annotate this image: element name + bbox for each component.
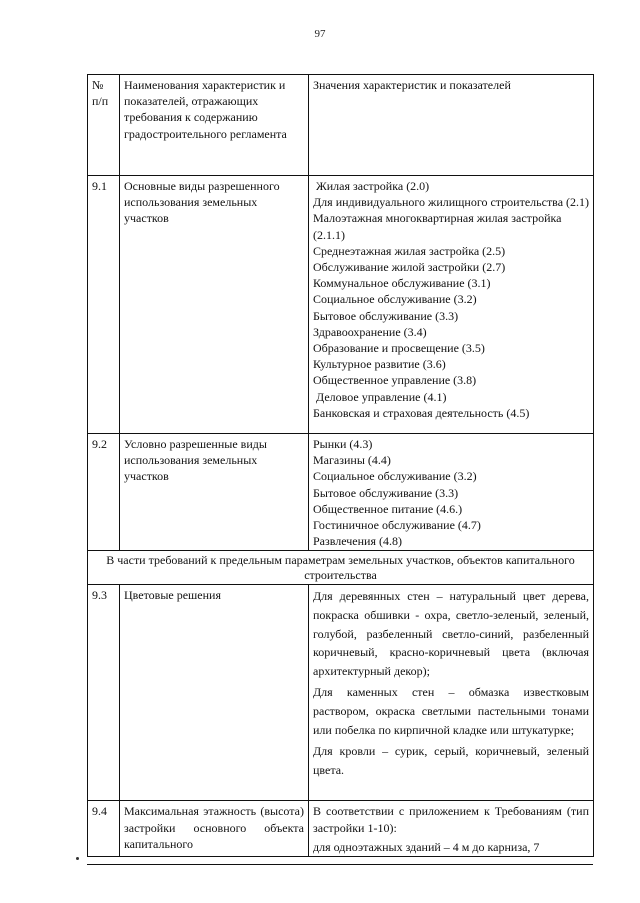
row-name: Условно разрешенные виды использования земельных участков [120, 434, 309, 551]
paragraph: Для каменных стен – обмазка известковым раствором, окраска светлыми пастельными тонами или побелка по кирпичной кладке или штукатурке; [313, 685, 589, 737]
list-item: Среднеэтажная жилая застройка (2.5) [313, 243, 506, 258]
list-item: Бытовое обслуживание (3.3) [313, 485, 459, 500]
row-values [309, 801, 594, 857]
row-number: 9.4 [88, 801, 120, 857]
section-heading: В части требований к предельным параметрам земельных участков, объектов капитального строительства [88, 551, 594, 585]
header-values: Значения характеристик и показателей [309, 75, 594, 176]
table-row [88, 585, 594, 801]
paragraph: Для кровли – сурик, серый, коричневый, зеленый цвета. [313, 744, 589, 777]
list-item: Жилая застройка (2.0) [316, 179, 430, 193]
list-item: Обслуживание жилой застройки (2.7) [313, 260, 506, 275]
list-item: Бытовое обслуживание (3.3) [313, 308, 459, 323]
table-header-row [88, 75, 594, 176]
row-name: Максимальная этажность (высота) застройки основного объекта капитального [120, 801, 309, 857]
list-item: Общественное питание (4.6.) [313, 501, 463, 516]
list-item: Деловое управление (4.1) [316, 389, 447, 404]
list-item: Магазины (4.4) [313, 453, 391, 468]
paragraph: В соответствии с приложением к Требованиям (тип застройки 1-10): [313, 804, 589, 835]
list-item: Образование и просвещение (3.5) [313, 341, 485, 356]
list-item: Гостиничное обслуживание (4.7) [313, 518, 481, 533]
list-item: Банковская и страховая деятельность (4.5) [313, 405, 530, 420]
list-item: Для индивидуального жилищного строительства (2.1) [313, 195, 590, 210]
row-number: 9.3 [88, 585, 120, 801]
row-number: 9.2 [88, 434, 120, 551]
table-row [88, 176, 594, 434]
list-item: Общественное управление (3.8) [313, 373, 477, 388]
list-item: Социальное обслуживание (3.2) [313, 469, 477, 484]
list-item: Рынки (4.3) [313, 437, 373, 451]
section-heading-row [88, 551, 594, 585]
row-name: Цветовые решения [120, 585, 309, 801]
row-values [309, 176, 594, 434]
list-item: Культурное развитие (3.6) [313, 357, 446, 372]
page-bottom-rule [87, 864, 593, 865]
row-values [309, 585, 594, 801]
page-number: 97 [314, 28, 326, 40]
list-item: Здравоохранение (3.4) [313, 324, 427, 339]
list-item: Малоэтажная многоквартирная жилая застройка (2.1.1) [313, 211, 562, 242]
list-item: Развлечения (4.8) [313, 534, 402, 549]
paragraph: для одноэтажных зданий – 4 м до карниза, 7 [313, 839, 540, 854]
table-row [88, 434, 594, 551]
list-item: Коммунальное обслуживание (3.1) [313, 276, 491, 291]
header-name: Наименования характеристик и показателей, отражающих требования к содержанию градостроительного регламента [120, 75, 309, 176]
list-item: Социальное обслуживание (3.2) [313, 292, 477, 307]
table-row [88, 801, 594, 857]
row-name: Основные виды разрешенного использования земельных участков [120, 176, 309, 434]
header-number: № п/п [88, 75, 120, 176]
regulation-table [87, 74, 594, 857]
row-number: 9.1 [88, 176, 120, 434]
row-values [309, 434, 594, 551]
paragraph: Для деревянных стен – натуральный цвет дерева, покраска обшивки - охра, светло-зеленый, зеленый, голубой, разбеленный светло-синий, разбеленный коричневый, красно-коричневый цвета (включая архитектурный декор); [313, 589, 589, 678]
scan-mark [76, 857, 79, 860]
